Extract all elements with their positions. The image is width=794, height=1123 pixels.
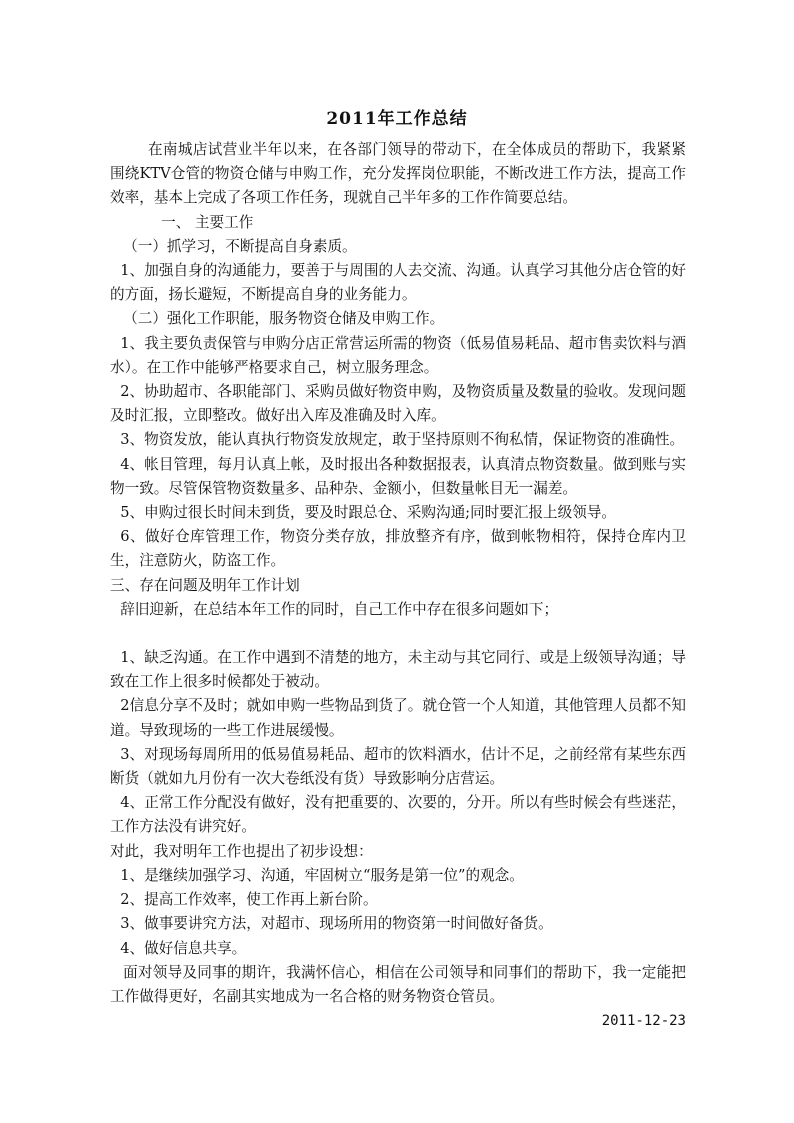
problem-item-2: 2信息分享不及时；就如申购一些物品到货了。就仓管一个人知道，其他管理人员都不知道。导致现场的一些工作进展缓慢。	[110, 697, 686, 739]
subsection-heading-duties: （二）强化工作职能，服务物资仓储及申购工作。	[123, 310, 445, 328]
duty-item-3: 3、物资发放，能认真执行物资发放规定，敢于坚持原则不徇私情，保证物资的准确性。	[120, 431, 685, 449]
plan-item-1: 1、是继续加强学习、沟通，牢固树立“服务是第一位”的观念。	[120, 866, 524, 884]
document-body	[110, 138, 686, 1033]
problems-intro: 辞旧迎新，在总结本年工作的同时，自己工作中存在很多问题如下；	[120, 600, 559, 618]
problem-item-3: 3、对现场每周所用的低易值易耗品、超市的饮料酒水，估计不足，之前经常有某些东西断货（就如九月份有一次大卷纸没有货）导致影响分店营运。	[110, 745, 686, 788]
section-heading-problems: 三、存在问题及明年工作计划	[110, 576, 300, 594]
section-heading-main-work: 一、 主要工作	[161, 213, 254, 231]
intro-paragraph: 在南城店试营业半年以来，在各部门领导的带动下，在全体成员的帮助下，我紧紧围绕KTV仓管的物资仓储与申购工作，充分发挥岗位职能，不断改进工作方法，提高工作效率，基本上完成了各项工作任务，现就自己半年多的工作作简要总结。	[110, 141, 686, 207]
document-title: 2011年工作总结	[326, 109, 468, 129]
plan-item-4: 4、做好信息共享。	[120, 939, 247, 957]
document-date: 2011-12-23	[601, 1013, 686, 1030]
duty-item-5: 5、申购过很长时间未到货，要及时跟总仓、采购沟通;同时要汇报上级领导。	[120, 504, 617, 522]
duty-item-2: 2、协助超市、各职能部门、采购员做好物资申购，及物资质量及数量的验收。发现问题及时汇报，立即整改。做好出入库及准确及时入库。	[110, 383, 686, 425]
duty-item-6: 6、做好仓库管理工作，物资分类存放，排放整齐有序，做到帐物相符，保持仓库内卫生，注意防火，防盗工作。	[110, 528, 686, 570]
closing-paragraph: 面对领导及同事的期许，我满怀信心，相信在公司领导和同事们的帮助下，我一定能把工作做得更好，名副其实地成为一名合格的财务物资仓管员。	[110, 963, 686, 1005]
plan-item-2: 2、提高工作效率，使工作再上新台阶。	[120, 891, 378, 909]
study-item-1: 1、加强自身的沟通能力，要善于与周围的人去交流、沟通。认真学习其他分店仓管的好的方面，扬长避短，不断提高自身的业务能力。	[110, 262, 686, 304]
problem-item-1: 1、缺乏沟通。在工作中遇到不清楚的地方，未主动与其它同行、或是上级领导沟通；导致在工作上很多时候都处于被动。	[110, 649, 686, 691]
plan-intro: 对此，我对明年工作也提出了初步设想：	[110, 842, 373, 860]
duty-item-1: 1、我主要负责保管与申购分店正常营运所需的物资（低易值易耗品、超市售卖饮料与酒水）。在工作中能够严格要求自己，树立服务理念。	[110, 334, 686, 376]
blank-line	[110, 622, 686, 646]
subsection-heading-study: （一）抓学习，不断提高自身素质。	[123, 237, 357, 255]
plan-item-3: 3、做事要讲究方法，对超市、现场所用的物资第一时间做好备货。	[120, 915, 553, 933]
problem-item-4: 4、正常工作分配没有做好，没有把重要的、次要的，分开。所以有些时候会有些迷茫，工作方法没有讲究好。	[110, 794, 686, 836]
duty-item-4: 4、帐目管理，每月认真上帐，及时报出各种数据报表，认真清点物资数量。做到账与实物一致。尽管保管物资数量多、品种杂、金额小，但数量帐目无一漏差。	[110, 455, 686, 497]
